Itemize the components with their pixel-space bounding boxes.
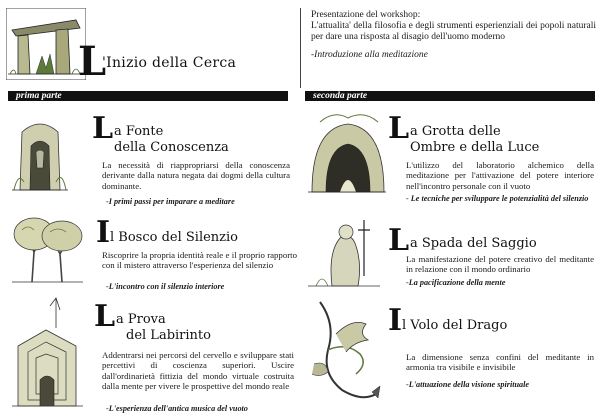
page-title: 'Inizio della Cerca — [102, 55, 237, 71]
entry-initial: L — [388, 223, 410, 258]
entry-title-line1: l Bosco del Silenzio — [110, 230, 239, 245]
entry-subtitle: -L'incontro con il silenzio interiore — [106, 282, 225, 291]
entry-subtitle: -L'esperienza dell'antica musica del vuoto — [106, 404, 248, 413]
entry-subtitle: -La pacificazione della mente — [406, 278, 506, 287]
entry-description: La dimensione senza confini del meditante in armonia tra visibile e invisibile — [406, 352, 594, 373]
entry-title-line1: l Volo del Drago — [402, 318, 508, 333]
entry-subtitle: -I primi passi per imparare a meditare — [106, 197, 235, 206]
entry-title-line1: a Spada del Saggio — [410, 236, 537, 251]
entry-initial: I — [388, 303, 403, 338]
header-divider — [300, 8, 301, 88]
entry-subtitle: -L'attuazione della visione spirituale — [406, 380, 530, 389]
entry-description: La necessità di riappropriarsi della conoscenza derivante dalla natura negata dai dogmi della cultura dominante. — [102, 160, 290, 191]
fountain-illustration — [10, 112, 70, 192]
header — [0, 0, 600, 92]
entry-title-line2: Ombre e della Luce — [410, 140, 540, 155]
section-bar-second-part: seconda parte — [305, 91, 595, 101]
dragon-illustration — [306, 294, 386, 410]
entry-description: Riscoprire la propria identità reale e il proprio rapporto con il mistero attraverso l'esperienza del silenzio — [102, 250, 297, 271]
entry-title-line1: a Grotta delle — [410, 124, 501, 139]
cave-illustration — [306, 108, 388, 198]
entry-drago — [306, 294, 598, 418]
entry-initial: I — [96, 215, 111, 250]
entry-bosco — [10, 212, 295, 292]
entry-description: La manifestazione del potere creativo del meditante in relazione con il mondo ordinario — [406, 254, 594, 275]
title-initial: L — [78, 38, 107, 85]
intro-heading: Presentazione del workshop: — [311, 10, 421, 20]
entry-labirinto — [10, 296, 295, 420]
workshop-intro — [311, 10, 596, 61]
intro-subtitle: -Introduzione alla meditazione — [311, 50, 428, 60]
labyrinth-illustration — [10, 296, 85, 414]
sage-with-sword-illustration — [306, 216, 382, 288]
entry-initial: L — [92, 111, 114, 146]
entry-description: L'utilizzo del laboratorio alchemico della meditazione per l'attivazione del potere interiore nell'incontro personale con il vuoto — [406, 160, 594, 191]
intro-text: L'attualita' della filosofia e degli strumenti esperienziali dei popoli naturali per dare una risposta al disagio dell'uomo moderno — [311, 21, 596, 42]
entry-title-line2: del Labirinto — [126, 328, 211, 343]
entry-title-line1: a Fonte — [114, 124, 164, 139]
entry-grotta — [306, 108, 598, 216]
entry-title-line2: della Conoscenza — [114, 140, 229, 155]
entry-title-line1: a Prova — [116, 312, 166, 327]
entry-fonte — [10, 112, 295, 207]
entry-spada — [306, 216, 598, 294]
forest-illustration — [10, 212, 85, 284]
entry-initial: L — [388, 111, 410, 146]
section-bar-first-part: prima parte — [8, 91, 288, 101]
entry-subtitle: - Le tecniche per sviluppare le potenzialità del silenzio — [406, 194, 589, 203]
entry-description: Addentrarsi nei percorsi del cervello e sviluppare stati percettivi di coscienza superiori. Uscire dall'ordinarietà fittizia del mondo virtuale costruita dalla mente per vivere le prospettive del mondo reale — [102, 350, 294, 392]
dolmen-illustration — [6, 8, 86, 80]
entry-initial: L — [94, 299, 116, 334]
